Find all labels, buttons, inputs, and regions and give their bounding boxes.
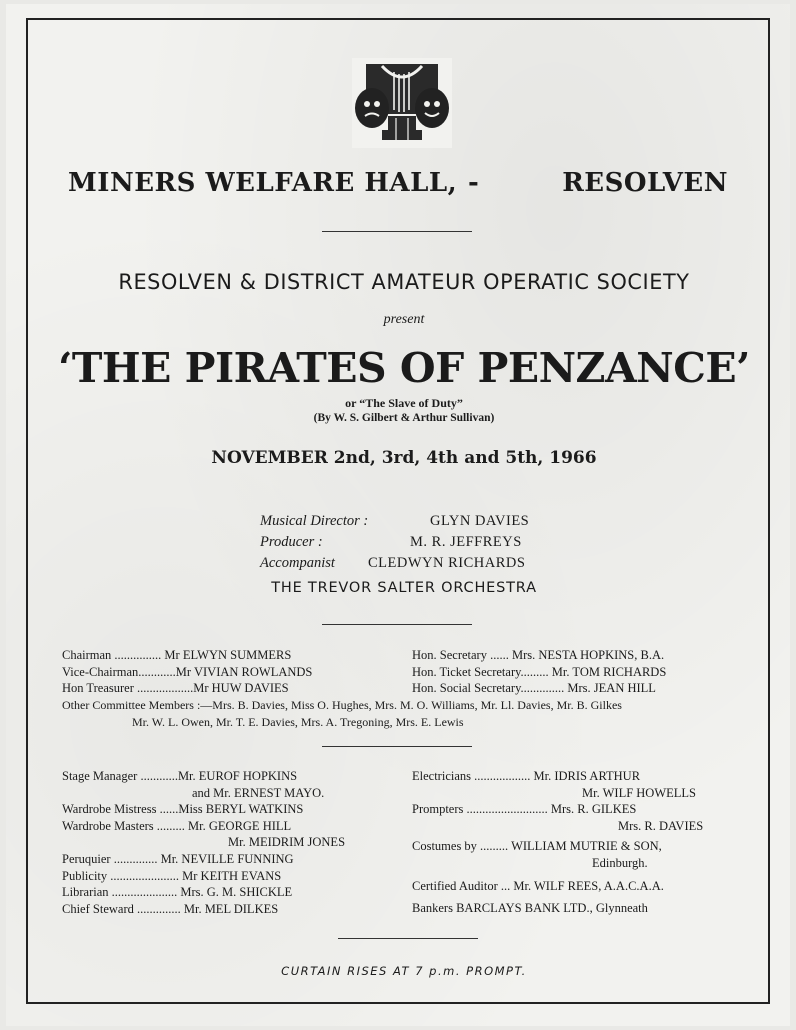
crew-entry: Prompters .......................... Mrs. R. GILKES xyxy=(412,802,637,817)
crew-entry: Bankers BARCLAYS BANK LTD., Glynneath xyxy=(412,901,648,916)
divider xyxy=(338,938,478,939)
show-title: ‘THE PIRATES OF PENZANCE’ xyxy=(58,344,750,392)
staff-row xyxy=(6,511,790,532)
crew-entry: Mr. WILF HOWELLS xyxy=(582,785,696,800)
crew-entry: Electricians .................. Mr. IDRIS ARTHUR xyxy=(412,769,641,783)
committee-members xyxy=(62,697,622,730)
officer-entry: Hon. Social Secretary.............. Mrs. JEAN HILL xyxy=(412,681,656,696)
staff-role: Producer : xyxy=(260,534,323,550)
crew-entry: Librarian ..................... Mrs. G. M. SHICKLE xyxy=(62,885,293,900)
production-staff xyxy=(6,511,790,574)
crew-entry: Wardrobe Masters ......... Mr. GEORGE HILL xyxy=(62,818,292,833)
crew-entry: Stage Manager ............Mr. EUROF HOPKINS xyxy=(62,769,298,783)
show-subtitle: or “The Slave of Duty” xyxy=(345,396,463,410)
crew-entry: Mrs. R. DAVIES xyxy=(618,818,704,833)
staff-role: Musical Director : xyxy=(260,513,369,529)
venue-name: MINERS WELFARE HALL, xyxy=(68,168,458,198)
staff-role: Accompanist xyxy=(260,555,335,571)
officer-entry: Hon. Ticket Secretary......... Mr. TOM RICHARDS xyxy=(412,664,667,679)
show-authors: (By W. S. Gilbert & Arthur Sullivan) xyxy=(313,412,495,424)
staff-row xyxy=(6,553,790,574)
programme-page xyxy=(6,4,790,1026)
divider xyxy=(322,231,472,232)
performance-dates: NOVEMBER 2nd, 3rd, 4th and 5th, 1966 xyxy=(211,448,597,468)
venue-town: RESOLVEN xyxy=(562,168,728,198)
officer-entry: Hon. Secretary ...... Mrs. NESTA HOPKINS, B.A. xyxy=(412,648,665,662)
venue-separator: - xyxy=(468,168,480,198)
orchestra: THE TREVOR SALTER ORCHESTRA xyxy=(271,580,537,596)
crew-entry: Peruquier .............. Mr. NEVILLE FUNNING xyxy=(62,851,294,866)
crew-right xyxy=(412,768,703,917)
staff-name: CLEDWYN RICHARDS xyxy=(368,555,526,571)
officer-entry: Chairman ............... Mr ELWYN SUMMERS xyxy=(62,648,292,662)
crew-left xyxy=(62,768,345,917)
staff-name: GLYN DAVIES xyxy=(430,513,530,529)
staff-name: M. R. JEFFREYS xyxy=(410,534,522,550)
divider xyxy=(322,746,472,747)
officers-right xyxy=(412,647,666,697)
society-name: RESOLVEN & DISTRICT AMATEUR OPERATIC SOCIETY xyxy=(118,270,690,294)
crew-entry: Wardrobe Mistress ......Miss BERYL WATKINS xyxy=(62,802,304,817)
officers-left xyxy=(62,647,312,697)
curtain-notice: CURTAIN RISES AT 7 p.m. PROMPT. xyxy=(281,964,527,978)
crew-entry: and Mr. ERNEST MAYO. xyxy=(192,785,325,800)
officer-entry: Hon Treasurer ..................Mr HUW DAVIES xyxy=(62,681,289,696)
crew-entry: Chief Steward .............. Mr. MEL DILKES xyxy=(62,901,279,916)
committee-line: Mr. W. L. Owen, Mr. T. E. Davies, Mrs. A. Tregoning, Mrs. E. Lewis xyxy=(132,714,464,729)
lyre-masks-emblem-icon xyxy=(352,58,452,148)
crew-entry: Publicity ...................... Mr KEITH EVANS xyxy=(62,868,282,883)
present-label: present xyxy=(383,312,425,327)
divider xyxy=(322,624,472,625)
crew-entry: Costumes by ......... WILLIAM MUTRIE & SON, xyxy=(412,839,662,854)
officer-entry: Vice-Chairman............Mr VIVIAN ROWLANDS xyxy=(62,664,313,679)
crew-entry: Certified Auditor ... Mr. WILF REES, A.A.C.A.A. xyxy=(412,878,664,893)
crew-entry: Mr. MEIDRIM JONES xyxy=(228,835,346,850)
staff-row xyxy=(6,532,790,553)
crew-entry: Edinburgh. xyxy=(592,855,648,870)
committee-line: Other Committee Members :—Mrs. B. Davies, Miss O. Hughes, Mrs. M. O. Williams, Mr. Ll. Davies, Mr. B. Gilkes xyxy=(62,698,622,712)
